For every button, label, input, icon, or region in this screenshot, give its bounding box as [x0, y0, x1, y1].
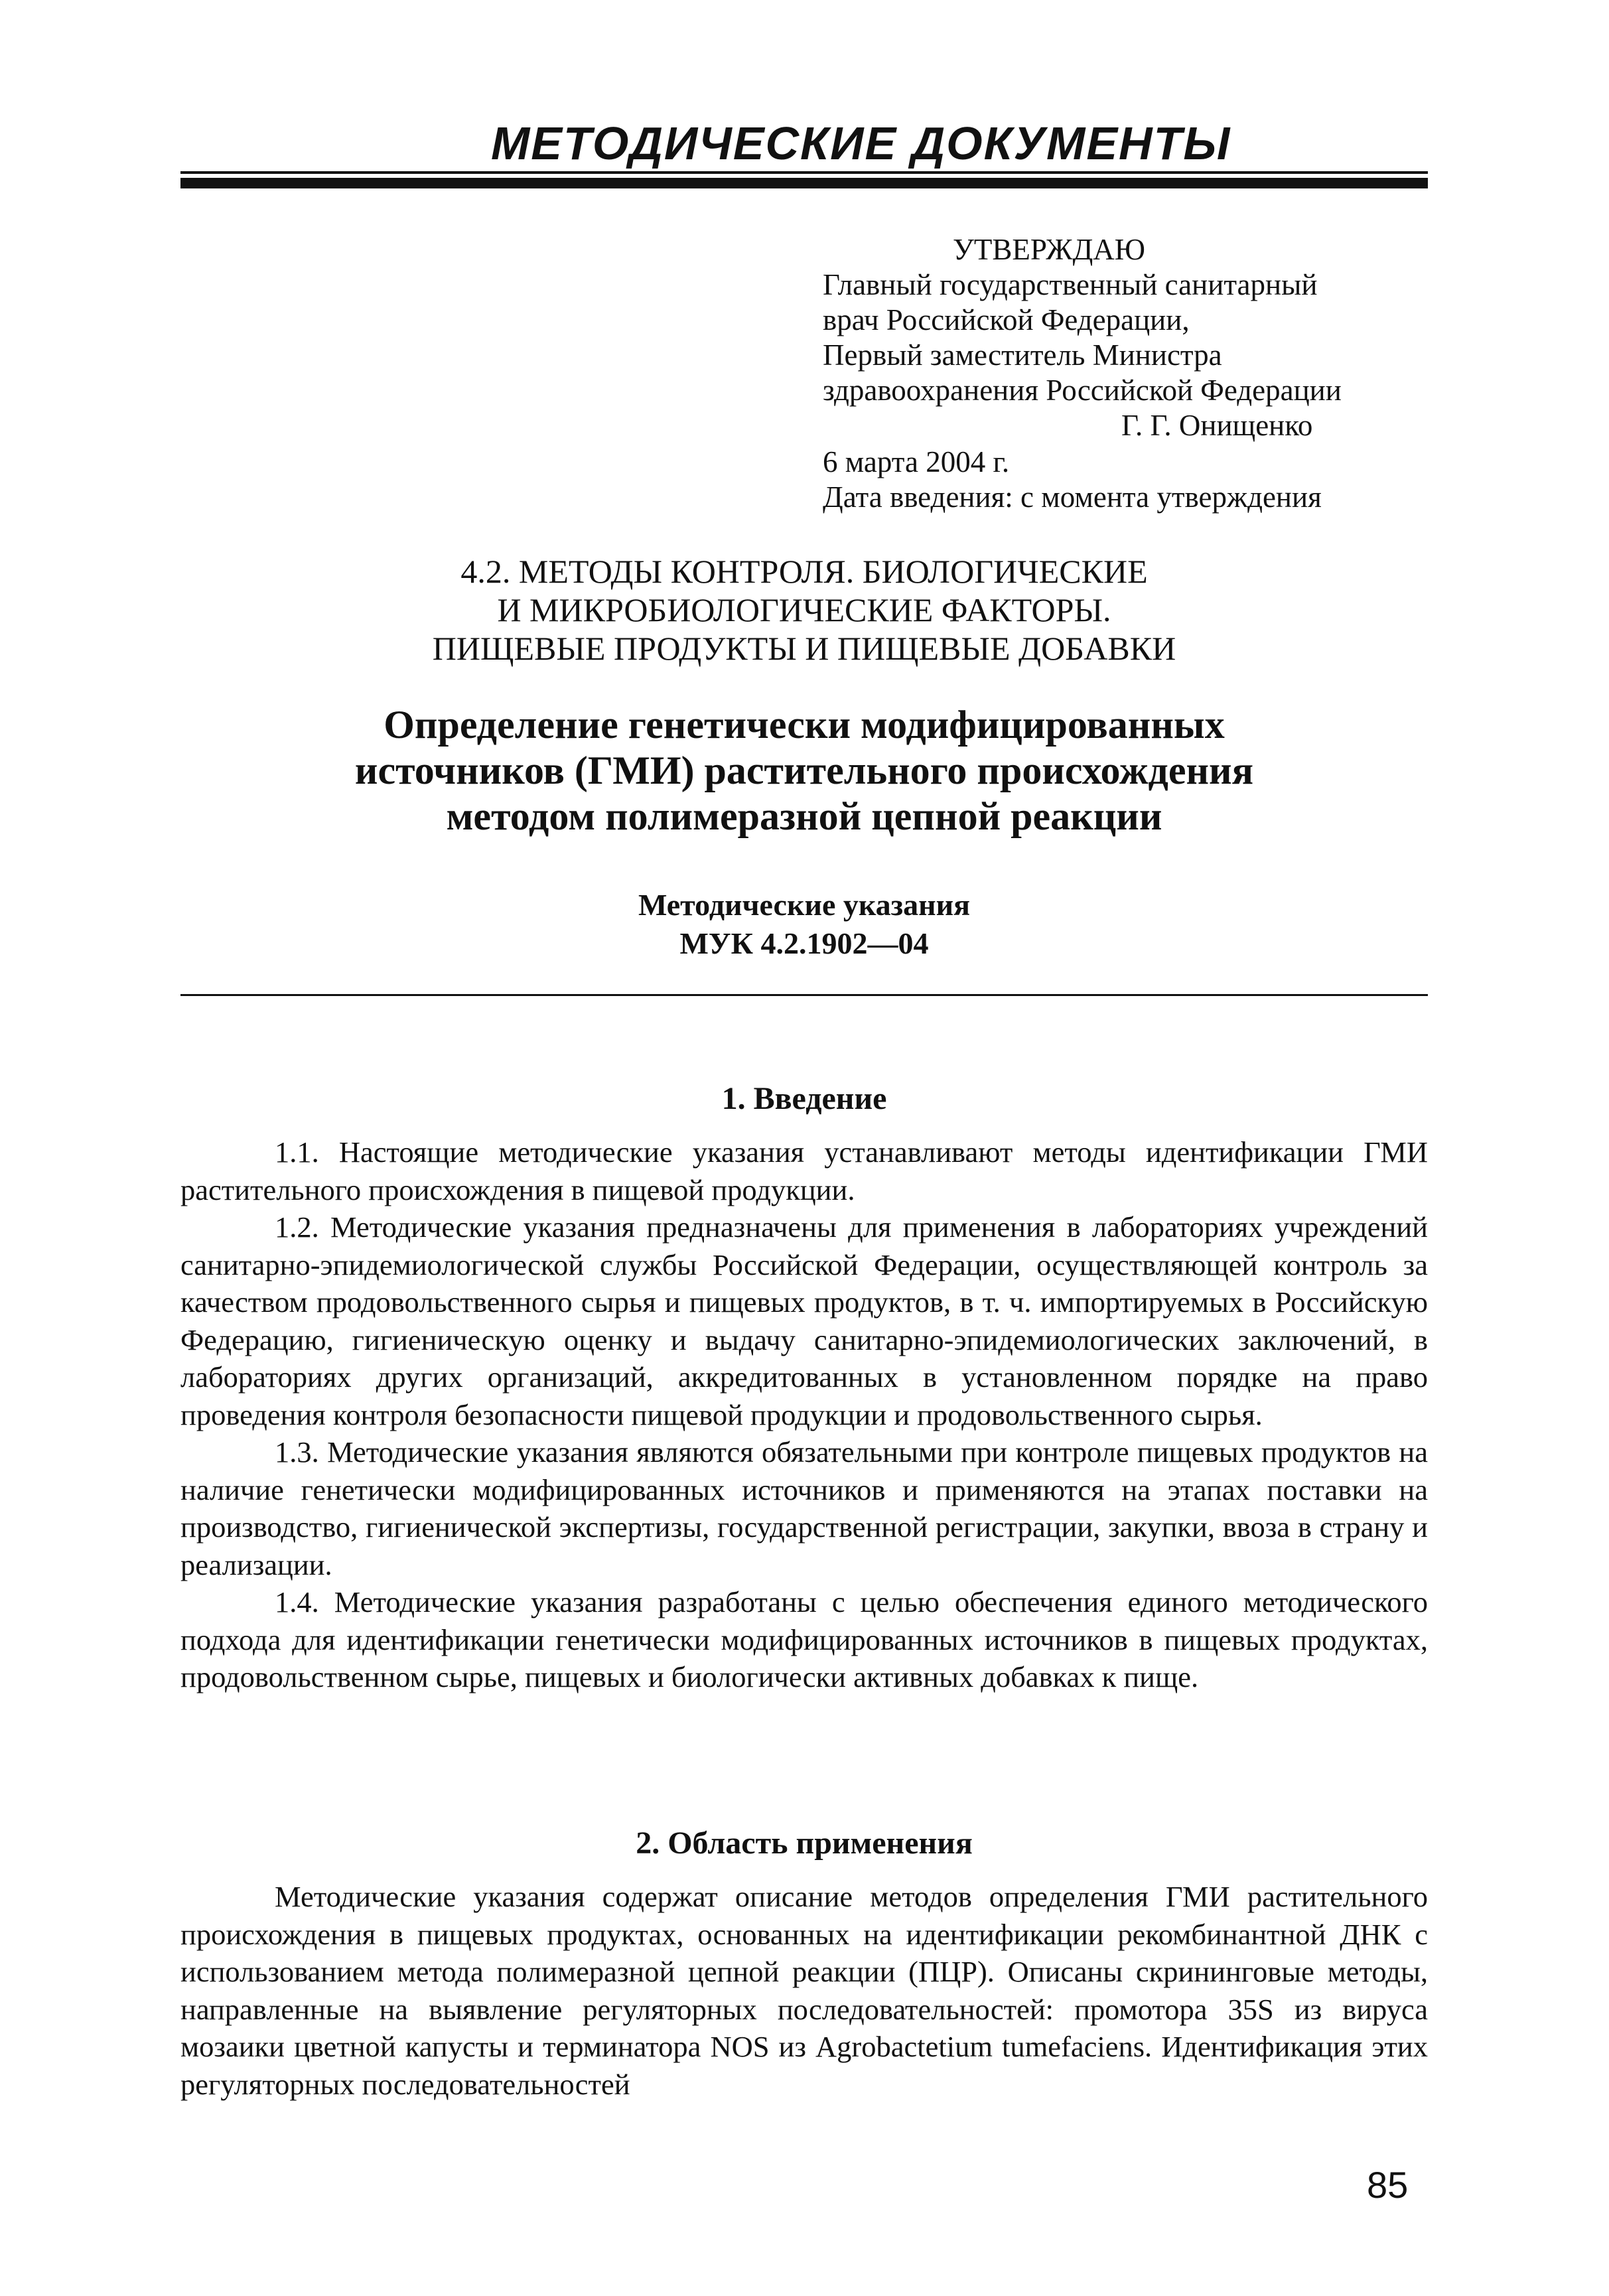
paragraph: 1.1. Настоящие методические указания устанавливают методы идентификации ГМИ растительного происхождения в пищевой продукции.	[180, 1135, 1428, 1206]
approval-signer: Г. Г. Онищенко	[1121, 409, 1313, 442]
running-header: МЕТОДИЧЕСКИЕ ДОКУМЕНТЫ	[491, 117, 1231, 169]
document-category	[180, 552, 1428, 668]
document-title	[180, 702, 1428, 839]
approval-line: Главный государственный санитарный	[823, 268, 1318, 301]
paragraph: 1.4. Методические указания разработаны с целью обеспечения единого методического подхода для идентификации генетически модифицированных источников в пищевых продуктах, продовольственном сырье, пищевых и биологически активных добавках к пище.	[180, 1585, 1428, 1693]
approval-effective-date: Дата введения: с момента утверждения	[823, 480, 1322, 514]
page-number: 85	[1367, 2164, 1409, 2206]
approval-block	[823, 232, 1420, 515]
paragraph: Методические указания содержат описание методов определения ГМИ растительного происхождения в пищевых продуктах, основанных на идентификации рекомбинантной ДНК с использованием метода полимеразной цепной реакции (ПЦР). Описаны скрининговые методы, направленные на выявление регуляторных последовательностей: промотора 35S из вируса мозаики цветной капусты и терминатора NOS из Agrobactetium tumefaciens. Идентификация этих регуляторных последовательностей	[180, 1880, 1428, 2101]
approval-line: здравоохранения Российской Федерации	[823, 374, 1342, 407]
paragraph: 1.2. Методические указания предназначены для применения в лабораториях учреждений санитарно-эпидемиологической службы Российской Федерации, осуществляющей контроль за качеством продовольственного сырья и пищевых продуктов, в т. ч. импортируемых в Российскую Федерацию, гигиеническую оценку и выдачу санитарно-эпидемиологических заключений, в лабораториях других организаций, аккредитованных в установленном порядке на право проведения контроля безопасности пищевой продукции и продовольственного сырья.	[180, 1210, 1428, 1431]
category-line: 4.2. МЕТОДЫ КОНТРОЛЯ. БИОЛОГИЧЕСКИЕ	[460, 553, 1148, 590]
paragraph: 1.3. Методические указания являются обязательными при контроле пищевых продуктов на наличие генетически модифицированных источников и применяются на этапах поставки на производство, гигиенической экспертизы, государственной регистрации, закупки, ввоза в страну и реализации.	[180, 1435, 1428, 1581]
section-2-body	[180, 1878, 1428, 2103]
title-line: Определение генетически модифицированных	[384, 703, 1225, 747]
approval-heading: УТВЕРЖДАЮ	[953, 233, 1146, 266]
header-rule-thick	[180, 178, 1428, 188]
section-1-heading: 1. Введение	[721, 1081, 887, 1116]
header-rule-thin	[180, 171, 1428, 174]
title-divider	[180, 994, 1428, 996]
title-line: методом полимеразной цепной реакции	[446, 794, 1162, 838]
approval-line: Первый заместитель Министра	[823, 338, 1222, 372]
approval-date: 6 марта 2004 г.	[823, 445, 1010, 478]
category-line: ПИЩЕВЫЕ ПРОДУКТЫ И ПИЩЕВЫЕ ДОБАВКИ	[432, 630, 1176, 667]
section-2-heading: 2. Область применения	[636, 1826, 973, 1861]
document-code: МУК 4.2.1902—04	[679, 926, 929, 960]
approval-line: врач Российской Федерации,	[823, 303, 1190, 336]
document-type	[180, 886, 1428, 963]
document-type-name: Методические указания	[638, 888, 971, 922]
category-line: И МИКРОБИОЛОГИЧЕСКИЕ ФАКТОРЫ.	[497, 591, 1111, 628]
title-line: источников (ГМИ) растительного происхождения	[354, 749, 1254, 792]
section-1-body	[180, 1133, 1428, 1696]
